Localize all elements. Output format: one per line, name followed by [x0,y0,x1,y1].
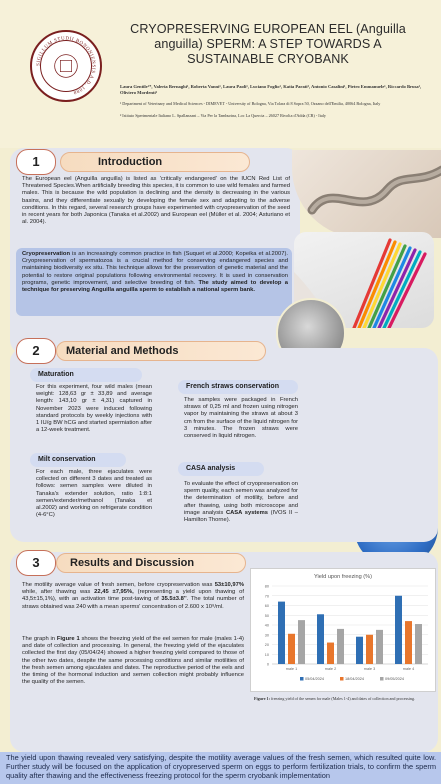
bar-male2-series-2 [337,629,344,664]
rd-p2-c: shows the freezing yield of the eel semen for male (males 1-4) and date of collection and processing. In general, the freezing yield of the ejaculates collected the first day (05/04/24) showed a higher freezing yield compared to those of the other two dates, despite the same processing conditions and similar motilities of the fresh semen among ejaculates and dates. The reproductive period of the eels and the timing of the hormonal induction and semen collection might probably influence the quality of the semen. [22,636,244,686]
chart-y-ticks [265,585,269,667]
french-straws-text: The samples were packaged in French straws of 0,25 ml and frozen using nitrogen vapor by maintaining the straws at about 3 cm from the surface of the liquid nitrogen for 3 minutes. The frozen straws were conserved in liquid nitrogen. [184,397,298,440]
french-straws-title: French straws conservation [186,383,279,390]
figure-caption [254,696,438,701]
chart-x-ticks [286,667,414,671]
casa-title: CASA analysis [186,465,236,472]
milt-title: Milt conservation [38,456,96,463]
study-aim: The study aimed to develop a technique for preserving Anguilla anguilla sperm to establish a national sperm bank. [22,279,288,294]
conclusion-text: The yield upon thawing revealed very satisfying, despite the motility average values of the fresh semen, which resulted quite low. Further study will be focused on the application of cryopreserved sperm on eggs to perform fertilization trials, to confirm the sperm quality after thawing and the effectiveness freezing protocol for the sperm cryobank implementation [6,753,436,780]
bar-male2-series-1 [327,643,334,664]
introduction-paragraph-2 [22,251,288,294]
eel-photo [292,150,441,238]
chart-legend [300,677,404,681]
legend-label-0: 05/04/2024 [305,677,325,681]
rd-p1-g: . The total number of straws obtained was 240 with a mean sperms' concentration of 2.600 x 10⁹/ml. [22,596,244,610]
figure-caption-label: Figure 1: [254,696,270,701]
y-tick-label: 50 [264,613,269,618]
seal-text: SIGILLUM STUDII BONONIENSIS A.D. 1088 [36,36,96,95]
x-tick-label: male 4 [402,667,415,671]
legend-swatch-1 [340,677,344,681]
rd-p1-thawed-motility: 22,45 ±7,95%, [94,589,134,596]
yield-chart [250,568,436,692]
casa-text-tail: (IVOS II – Hamilton Thorne). [184,509,299,524]
casa-text [184,481,298,524]
intro-p2-body: is an increasingly common practice in fish (Suquet et al.2000; Kopeika et al.2007). Cryopreservation of spermatozoa is a crucial method for conserving endangered species and maintaining biodiversity ex situ. This technique allows for the preservation of genetic material and the potential to restore original populations following environmental recovery. It is used in conservation programs, genetic improvement, and selective breeding of fish. [22,251,288,286]
bar-male1-series-0 [278,602,285,664]
rd-p1-c: while, after thawing was [22,589,95,596]
bar-male4-series-2 [415,624,422,664]
affiliation-1: ¹ Department of Veterinary and Medical Sciences - DIMEVET - University of Bologna, Via Tolara di 8 Sopra 50, Ozzano dell'Emilia, 40064 Bologna, Italy [120,101,381,106]
rd-p1-activation-time: 35.5±3.8'' [161,596,187,603]
legend-label-1: 18/04/2024 [345,677,365,681]
results-paragraph-2 [22,636,244,686]
y-tick-label: 20 [264,643,269,647]
cryopreservation-term: Cryopreservation [22,251,71,257]
author-list: Laura Gentile¹*, Valeria Bernaghi¹, Roberta Vanni¹, Laura Paoli¹, Luciano Foglio¹, Katia Parati², Antonio Casalini¹, Pietro Emmanuele¹, Riccardo Brusa¹, Oliviero Mordenti¹ [120,84,422,95]
x-tick-label: male 1 [285,667,298,671]
bar-male4-series-1 [405,621,412,664]
legend-swatch-0 [300,677,304,681]
y-tick-label: 40 [264,623,269,628]
casa-text-body: To evaluate the effect of cryopreservation on sperm quality, each semen was analyzed for the determination of motility, before and after thawing, using both microscope and image analysis [184,481,298,516]
y-tick-label: 10 [264,652,269,657]
svg-text:SIGILLUM STUDII BONONIENSIS A. [37,36,96,94]
y-tick-label: 70 [264,594,269,599]
rd-p2-figure-ref: Figure 1 [56,636,80,642]
introduction-paragraph-1: The European eel (Anguilla anguilla) is listed as 'critically endangered' on the IUCN Red List of Threatened Species.When artificially breeding this species, it is common to use wild females and farmed males. This is because the wild population is declining and the density is decreasing in the various basins, and they differentiate sexually by developing the female sex and adapting to the adverse conditions. In this regard, several research groups have experimented with cryopreservation of the seed in recent years for both Japonica (Tanaka et al.2002) and European eel (Müller et al. 2004; Asturiano et al. 2004). [22,176,290,226]
y-tick-label: 30 [264,633,269,638]
rd-p1-fresh-motility: 53±10,97% [214,582,244,588]
chart-gridlines [272,586,428,664]
seal-emblem [32,32,100,100]
chart-title: Yield upon freezing (%) [314,574,372,580]
section-number-2: 2 [16,338,56,364]
bar-male1-series-2 [298,620,305,664]
casa-systems-term: CASA systems [225,509,268,516]
poster-title: CRYOPRESERVING EUROPEAN EEL (Anguilla anguilla) SPERM: A STEP TOWARDS A SUSTAINABLE CRYOBANK [130,22,406,66]
bar-male1-series-1 [288,634,295,664]
bar-male3-series-1 [366,635,373,664]
university-seal-logo [30,30,102,102]
bar-male2-series-0 [317,614,324,664]
section-number-1: 1 [16,149,56,175]
affiliation-2: ² Istituto Sperimentale Italiano L. Spallanzani – Via Per la Tamburina, Loc La Quercia – 26027 Rivolta d'Adda (CR) - Italy [120,113,326,118]
maturation-text: For this experiment, four wild males (mean weight: 128,63 gr ± 33,89 and average length: 143,10 gr ± 4,31) captured in November 2023 were induced following standard protocols by weekly injections with 1 IU/g BW hCG and started spermiation after a 12-week treatment. [36,384,152,434]
milt-text: For each male, three ejaculates were collected on different 3 dates and treated as follows: semen samples were diluted in Tanaka's extender solution, ratio 1:8:1 semen/extender/methanol (Tanaka et al.2002) and working on refrigerate condition (4-6°C) [36,469,152,519]
bar-male4-series-0 [395,596,402,664]
chart-bars [278,596,422,664]
results-paragraph-1 [22,582,244,611]
rd-p1-a: The motility average value of fresh semen, before cryopreservation was [22,582,215,588]
y-tick-label: 0 [266,662,269,667]
y-tick-label: 60 [264,604,269,608]
bar-male3-series-2 [376,630,383,664]
rd-p1-e: (representing a yield upon thawing of 43,5±15,1%), with an activation time post-tawing of [22,589,244,603]
maturation-title: Maturation [38,371,74,378]
introduction-title: Introduction [98,156,163,168]
x-tick-label: male 3 [363,667,376,671]
y-tick-label: 80 [264,584,269,589]
methods-title: Material and Methods [66,345,179,357]
rd-p2-a: The graph in [22,636,57,642]
legend-swatch-2 [380,677,384,681]
results-title: Results and Discussion [70,557,195,569]
legend-label-2: 09/05/2024 [385,677,405,681]
section-number-3: 3 [16,550,56,576]
figure-caption-text: freezing yield of the semen for male (Males 1-4) and dates of collection and processing. [269,696,416,701]
bar-male3-series-0 [356,637,363,664]
x-tick-label: male 2 [324,667,337,671]
